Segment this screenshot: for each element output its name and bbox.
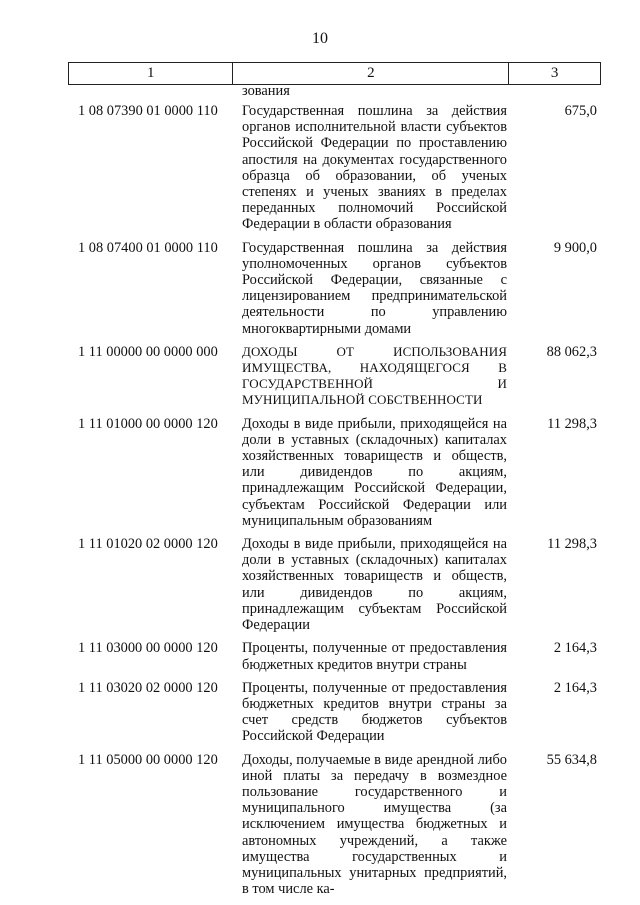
table-row (68, 536, 601, 633)
page-number: 10 (312, 30, 328, 47)
row-amount: 88 062,3 (546, 343, 597, 360)
continuation-row (68, 85, 601, 97)
row-code: 1 11 03000 00 0000 120 (78, 640, 218, 657)
row-amount (510, 85, 601, 97)
row-amount: 55 634,8 (546, 751, 597, 768)
column-header-code: 1 (69, 63, 233, 84)
column-header-name: 2 (233, 63, 509, 84)
row-amount: 11 298,3 (547, 415, 597, 432)
row-amount: 2 164,3 (553, 679, 597, 696)
row-code: 1 11 01000 00 0000 120 (78, 415, 218, 432)
row-name: Доходы в виде прибыли, приходящейся на доли в уставных (складочных) капиталах хозяйственных товариществ и обществ, или дивидендов по акциям, принадлежащим субъектам Российской Федерации (242, 536, 507, 634)
row-amount: 9 900,0 (553, 239, 597, 256)
table-row (68, 240, 601, 337)
row-name: Государственная пошлина за действия органов исполнительной власти субъектов Российской Федерации по проставлению апостиля на документах государственного образца об образовании, об ученых степенях и ученых званиях в пределах переданных полномочий Российской Федерации в области образования (242, 103, 507, 233)
row-code (68, 85, 233, 97)
table-row (68, 416, 601, 529)
continuation-text: зования (242, 83, 290, 99)
table-header (68, 62, 601, 85)
row-code: 1 08 07400 01 0000 110 (78, 239, 218, 256)
row-code: 1 11 01020 02 0000 120 (78, 536, 218, 553)
row-name: Государственная пошлина за действия уполномоченных органов субъектов Российской Федерации, связанные с лицензированием предпринимательской деятельности по управлению многоквартирными домами (242, 239, 507, 337)
row-amount: 2 164,3 (553, 640, 597, 657)
table-row (68, 103, 601, 233)
row-name: Проценты, полученные от предоставления бюджетных кредитов внутри страны (242, 640, 507, 673)
row-amount: 11 298,3 (547, 536, 597, 553)
table-row (68, 640, 601, 672)
row-name: Доходы, получаемые в виде арендной либо иной платы за передачу в возмездное пользование государственного и муниципального имущества (за исключением имущества бюджетных и автономных учреждений, а также имущества государственных и муниципальных унитарных предприятий, в том числе ка- (242, 751, 507, 898)
row-code: 1 11 03020 02 0000 120 (78, 679, 218, 696)
table-row (68, 752, 601, 898)
row-code: 1 11 05000 00 0000 120 (78, 751, 218, 768)
table-row (68, 344, 601, 409)
row-name: Проценты, полученные от предоставления бюджетных кредитов внутри страны за счет средств бюджетов субъектов Российской Федерации (242, 679, 507, 745)
row-name: ДОХОДЫ ОТ ИСПОЛЬЗОВАНИЯ ИМУЩЕСТВА, НАХОДЯЩЕГОСЯ В ГОСУДАРСТВЕННОЙ И МУНИЦИПАЛЬНОЙ СОБСТВЕННОСТИ (242, 343, 507, 408)
row-code: 1 11 00000 00 0000 000 (78, 343, 218, 360)
table-row (68, 680, 601, 745)
budget-table (68, 62, 601, 904)
row-name: Доходы в виде прибыли, приходящейся на доли в уставных (складочных) капиталах хозяйственных товариществ и обществ, или дивидендов по акциям, принадлежащим Российской Федерации, субъектам Российской Федерации или муниципальным образованиям (242, 415, 507, 529)
row-amount: 675,0 (564, 103, 597, 119)
row-code: 1 08 07390 01 0000 110 (78, 103, 218, 119)
column-header-amount: 3 (550, 65, 559, 81)
